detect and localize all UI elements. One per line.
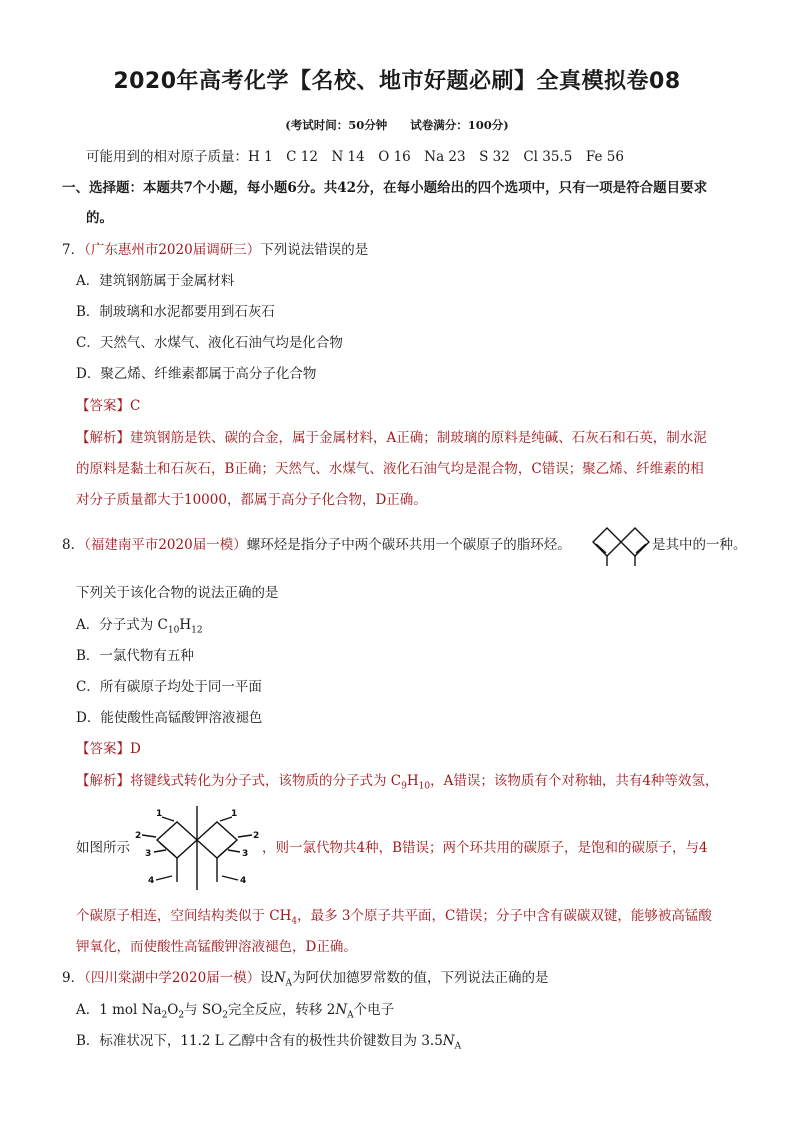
- atomic-masses: 可能用到的相对原子质量：H 1 C 12 N 14 O 16 Na 23 S 32 Cl 35.5 Fe 56: [86, 149, 624, 165]
- question-stem-2: 下列关于该化合物的说法正确的是: [76, 585, 279, 601]
- hydrogen-label: 2: [253, 831, 260, 841]
- option-text: B．标准状况下，11.2 L 乙醇中含有的极性共价键数目为 3.5: [76, 1033, 443, 1049]
- section-heading-cont: 的。: [86, 210, 113, 226]
- explanation-prefix: 如图所示: [76, 840, 130, 856]
- option-text: 完全反应，转移 2: [227, 1002, 336, 1018]
- equivalent-hydrogen-diagram: [132, 800, 262, 892]
- subscript: A: [285, 978, 293, 989]
- answer: [76, 396, 140, 416]
- explanation-line: 的原料是黏土和石灰石，B正确；天然气、水煤气、液化石油气均是混合物，C错误；聚乙烯、纤维素的相: [76, 461, 704, 477]
- explanation-text: H: [406, 773, 419, 789]
- subscript: 4: [291, 916, 298, 927]
- question-number: 9．: [62, 970, 85, 986]
- subscript: 10: [167, 625, 180, 636]
- explanation-line: 对分子质量都大于10000，都属于高分子化合物，D正确。: [76, 492, 427, 508]
- subscript: 10: [418, 781, 431, 792]
- option-text: O: [167, 1002, 179, 1018]
- answer-label: 【答案】: [76, 398, 130, 414]
- explanation-line: ，则一氯代物共4种，B错误；两个环共用的碳原子，是饱和的碳原子，与4: [262, 840, 708, 856]
- option-b: B．制玻璃和水泥都要用到石灰石: [76, 304, 275, 320]
- exam-info: (考试时间：50分钟 试卷满分：100分): [285, 118, 509, 132]
- question-stem: 螺环烃是指分子中两个碳环共用一个碳原子的脂环烃。: [246, 537, 571, 553]
- question-number: 7．: [62, 242, 85, 258]
- explanation-label: 【解析】: [76, 773, 130, 789]
- hydrogen-label: 1: [156, 809, 163, 819]
- subscript: 2: [161, 1010, 168, 1021]
- option-c: C．所有碳原子均处于同一平面: [76, 679, 262, 695]
- hydrogen-label: 3: [145, 849, 152, 859]
- option-a: A．建筑钢筋属于金属材料: [76, 273, 235, 289]
- option-text: 个电子: [353, 1002, 395, 1018]
- option-d: D．能使酸性高锰酸钾溶液褪色: [76, 710, 263, 726]
- question-stem: 下列说法错误的是: [260, 242, 369, 258]
- question-source: （福建南平市2020届一模）: [84, 537, 247, 553]
- option-text: A．1 mol Na: [76, 1002, 162, 1018]
- explanation-label: 【解析】: [76, 430, 130, 446]
- subscript: 2: [178, 1010, 185, 1021]
- subscript: 12: [191, 625, 203, 636]
- answer-label: 【答案】: [76, 741, 130, 757]
- option-c: C．天然气、水煤气、液化石油气均是化合物: [76, 335, 343, 351]
- explanation-line: [76, 771, 718, 797]
- question-number: 8．: [62, 537, 85, 553]
- subscript: A: [454, 1041, 462, 1052]
- answer-value: D: [130, 741, 141, 757]
- subscript: A: [347, 1010, 354, 1021]
- spiro-compound-structure: [590, 522, 652, 568]
- option-text: H: [179, 617, 192, 633]
- question-9: [62, 968, 549, 994]
- option-d: D．聚乙烯、纤维素都属于高分子化合物: [76, 366, 317, 382]
- question-8: [62, 535, 571, 555]
- question-stem: 为阿伏加德罗常数的值，下列说法正确的是: [292, 970, 549, 986]
- hydrogen-label: 1: [231, 809, 238, 819]
- explanation-line: 钾氧化，而使酸性高锰酸钾溶液褪色，D正确。: [76, 939, 357, 955]
- subscript: 2: [222, 1010, 228, 1021]
- explanation-text: ，A错误；该物质有个对称轴，共有4种等效氢，: [430, 773, 719, 789]
- option-text: 与 SO: [184, 1002, 223, 1018]
- option-a: [76, 1000, 394, 1026]
- symbol: N: [335, 1002, 348, 1018]
- option-a: [76, 615, 203, 641]
- option-text: A．分子式为 C: [76, 617, 168, 633]
- hydrogen-label: 4: [240, 876, 247, 886]
- hydrogen-label: 3: [242, 849, 249, 859]
- explanation-line: [76, 906, 712, 932]
- page-title: 2020年高考化学【名校、地市好题必刷】全真模拟卷08: [113, 69, 681, 94]
- explanation-text: 将键线式转化为分子式，该物质的分子式为 C: [130, 773, 402, 789]
- question-7: [62, 240, 368, 260]
- explanation-line: [76, 428, 707, 448]
- explanation-text: 建筑钢筋是铁、碳的合金，属于金属材料，A正确；制玻璃的原料是纯碱、石灰石和石英，制水泥: [130, 430, 707, 446]
- section-heading: 一、选择题：本题共7个小题，每小题6分。共42分，在每小题给出的四个选项中，只有一项是符合题目要求: [62, 180, 708, 196]
- hydrogen-label: 4: [148, 876, 155, 886]
- question-source: （广东惠州市2020届调研三）: [84, 242, 261, 258]
- hydrogen-label: 2: [135, 831, 142, 841]
- question-source: （四川棠湖中学2020届一模）: [84, 970, 261, 986]
- symbol: N: [273, 970, 286, 986]
- answer-value: C: [130, 398, 141, 414]
- option-b: [76, 1031, 461, 1057]
- symbol: N: [442, 1033, 455, 1049]
- explanation-text: 个碳原子相连，空间结构类似于 CH: [76, 908, 292, 924]
- answer: [76, 739, 141, 759]
- question-stem-end: 是其中的一种。: [652, 537, 747, 553]
- question-stem: 设: [260, 970, 274, 986]
- option-b: B．一氯代物有五种: [76, 648, 194, 664]
- subscript: 9: [401, 781, 407, 792]
- explanation-text: ，最多 3个原子共平面，C错误；分子中含有碳碳双键，能够被高锰酸: [297, 908, 712, 924]
